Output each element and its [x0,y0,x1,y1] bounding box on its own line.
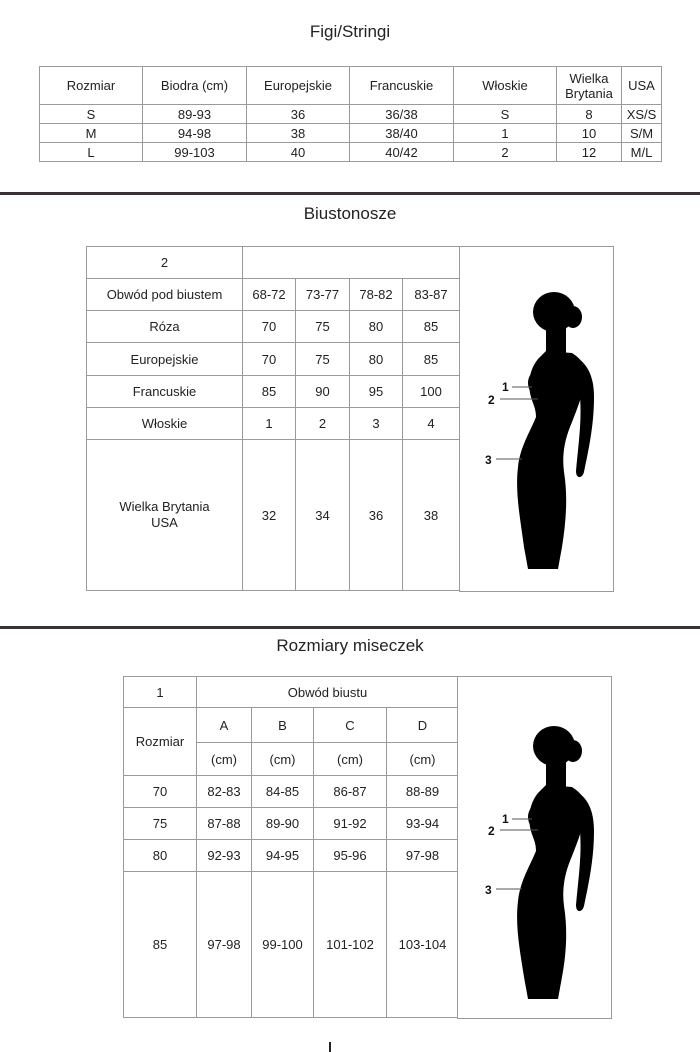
biustonosze-figure-box [459,246,614,592]
miseczki-cell: 92-93 [197,840,252,872]
table-row [124,872,459,1018]
figi-cell: 40/42 [350,143,454,162]
figi-header-cell: Europejskie [247,67,350,105]
woman-silhouette-icon [460,247,613,591]
miseczki-number: 1 [124,677,197,708]
figure-label-2: 2 [488,824,495,838]
biustonosze-cell: 95 [350,376,403,408]
bottom-tick-mark [329,1042,331,1052]
table-row [124,840,459,872]
figi-header-cell: Francuskie [350,67,454,105]
figi-header-cell: USA [622,67,662,105]
figure-label-2: 2 [488,393,495,407]
biustonosze-cell: 3 [350,408,403,440]
miseczki-cell: 87-88 [197,808,252,840]
table-row [87,408,460,440]
biustonosze-cell: 78-82 [350,279,403,311]
miseczki-cell: 94-95 [252,840,314,872]
figi-cell: 89-93 [143,105,247,124]
figi-cell: 2 [454,143,557,162]
miseczki-figure-box [457,676,612,1019]
figi-header-row [40,67,662,105]
biustonosze-cell: 32 [243,440,296,591]
figi-header-cell: Wielka Brytania [557,67,622,105]
cup-unit: (cm) [314,743,387,776]
miseczki-cell: 97-98 [197,872,252,1018]
table-row [124,776,459,808]
biustonosze-cell: 73-77 [296,279,350,311]
biustonosze-row-label: Wielka Brytania USA [87,440,243,591]
miseczki-cell: 101-102 [314,872,387,1018]
figi-cell: 36 [247,105,350,124]
section-divider [0,192,700,195]
biustonosze-cell: 70 [243,311,296,343]
table-row [87,247,460,279]
biustonosze-row-label: Włoskie [87,408,243,440]
cup-header: C [314,708,387,743]
figure-label-1: 1 [502,812,509,826]
biustonosze-cell: 100 [403,376,460,408]
cup-header: A [197,708,252,743]
figi-table [39,66,662,162]
figure-label-1: 1 [502,380,509,394]
biustonosze-empty-header [243,247,460,279]
biustonosze-cell: 70 [243,343,296,376]
biustonosze-table [86,246,460,591]
figi-cell: 12 [557,143,622,162]
biustonosze-cell: 68-72 [243,279,296,311]
biustonosze-cell: 80 [350,311,403,343]
miseczki-cell: 93-94 [387,808,459,840]
table-row [87,343,460,376]
cup-header: D [387,708,459,743]
biustonosze-row-label: Europejskie [87,343,243,376]
figi-cell: 40 [247,143,350,162]
cup-header: B [252,708,314,743]
cup-unit: (cm) [252,743,314,776]
figi-cell: 36/38 [350,105,454,124]
figi-cell: 38 [247,124,350,143]
miseczki-size: 70 [124,776,197,808]
figi-cell: M [40,124,143,143]
biustonosze-cell: 85 [243,376,296,408]
table-row [40,143,662,162]
figi-title: Figi/Stringi [309,22,391,41]
figi-cell: 38/40 [350,124,454,143]
biustonosze-cell: 38 [403,440,460,591]
woman-silhouette-icon [458,677,611,1018]
biustonosze-row-label: Róza [87,311,243,343]
biustonosze-cell: 36 [350,440,403,591]
table-row [87,376,460,408]
biustonosze-cell: 85 [403,311,460,343]
table-row [40,105,662,124]
table-row [124,677,459,708]
table-row [40,124,662,143]
biustonosze-cell: 83-87 [403,279,460,311]
figi-cell: L [40,143,143,162]
biustonosze-cell: 2 [296,408,350,440]
table-row [87,311,460,343]
figi-cell: 10 [557,124,622,143]
cup-unit: (cm) [387,743,459,776]
figi-cell: 8 [557,105,622,124]
figi-cell: S/M [622,124,662,143]
biustonosze-cell: 75 [296,343,350,376]
figi-cell: S [40,105,143,124]
miseczki-title: Rozmiary miseczek [276,636,424,655]
miseczki-cell: 88-89 [387,776,459,808]
biustonosze-cell: 85 [403,343,460,376]
miseczki-cell: 103-104 [387,872,459,1018]
table-row [124,708,459,743]
miseczki-cell: 99-100 [252,872,314,1018]
miseczki-cell: 91-92 [314,808,387,840]
biustonosze-cell: 4 [403,408,460,440]
biustonosze-cell: 75 [296,311,350,343]
miseczki-cell: 82-83 [197,776,252,808]
miseczki-cell: 97-98 [387,840,459,872]
biustonosze-row-label: Francuskie [87,376,243,408]
figi-cell: S [454,105,557,124]
biustonosze-cell: 80 [350,343,403,376]
miseczki-group-header: Obwód biustu [197,677,459,708]
figi-header-cell: Rozmiar [40,67,143,105]
figi-cell: 99-103 [143,143,247,162]
table-row [87,279,460,311]
biustonosze-cell: 1 [243,408,296,440]
miseczki-size: 75 [124,808,197,840]
section-divider [0,626,700,629]
figure-label-3: 3 [485,883,492,897]
biustonosze-cell: 90 [296,376,350,408]
figi-header-cell: Włoskie [454,67,557,105]
figi-cell: XS/S [622,105,662,124]
biustonosze-title: Biustonosze [303,204,397,223]
figi-cell: 94-98 [143,124,247,143]
cup-unit: (cm) [197,743,252,776]
miseczki-size: 80 [124,840,197,872]
figi-header-cell: Biodra (cm) [143,67,247,105]
figi-cell: M/L [622,143,662,162]
miseczki-cell: 86-87 [314,776,387,808]
table-row [124,808,459,840]
miseczki-size: 85 [124,872,197,1018]
miseczki-cell: 95-96 [314,840,387,872]
miseczki-size-header: Rozmiar [124,708,197,776]
biustonosze-number: 2 [87,247,243,279]
table-row [87,440,460,591]
miseczki-cell: 89-90 [252,808,314,840]
figi-cell: 1 [454,124,557,143]
miseczki-cell: 84-85 [252,776,314,808]
figure-label-3: 3 [485,453,492,467]
biustonosze-row-label: Obwód pod biustem [87,279,243,311]
miseczki-table [123,676,459,1018]
biustonosze-cell: 34 [296,440,350,591]
